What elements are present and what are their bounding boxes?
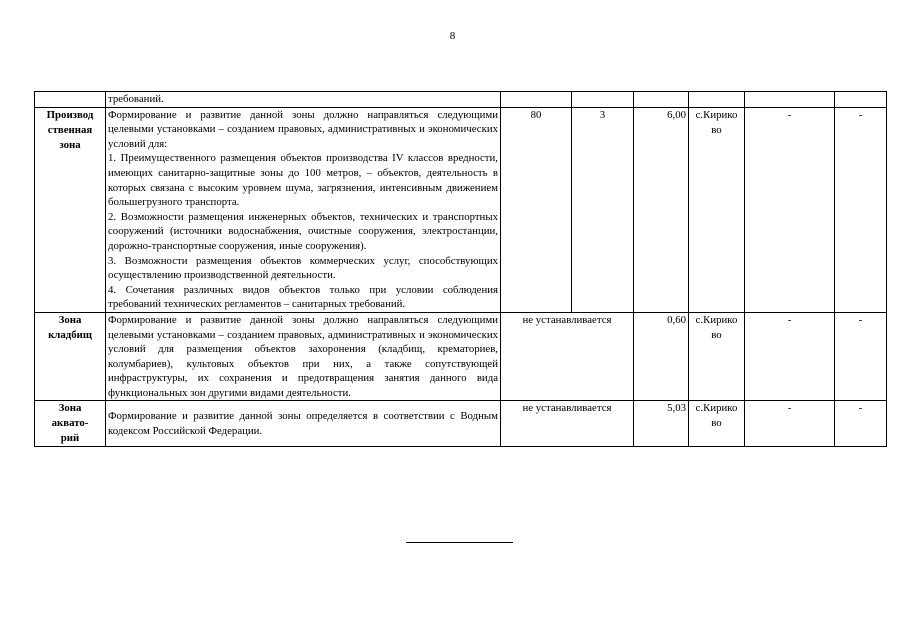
table-row-water-zone: [35, 401, 887, 447]
zone-cell-empty: [35, 92, 106, 108]
value-cell-f: -: [835, 107, 887, 312]
zone-name-cell: [35, 312, 106, 401]
zone-name-cell: [35, 107, 106, 312]
location-cell: [689, 107, 745, 312]
location-line: с.Кирико: [695, 402, 738, 415]
zone-name-line: рий: [60, 432, 80, 445]
value-cell-a: 80: [501, 107, 572, 312]
value-cell-e: -: [745, 401, 835, 447]
table-row-continuation: [35, 92, 887, 108]
description-paragraph: 2. Возможности размещения инженерных объектов, технических и транспортных сооружений (источники водоснабжения, очистные сооружения, электростанции, дорожно-транспортные сооружения, иные сооружения).: [108, 210, 498, 252]
location-line: во: [711, 123, 722, 136]
description-paragraph: Формирование и развитие данной зоны должно направляться следующими целевыми установками – созданием правовых, административных и экономических условий для размещения объектов захоронения (кладбищ, крематориев, колумбариев), культовых объектов при них, а также сопутствующей инфраструктуры, их сохранения и предотвращения занятия данного вида функциональных зон другими видами деятельности.: [108, 313, 498, 399]
description-paragraph: Формирование и развитие данной зоны должно направляться следующими целевыми установками – созданием правовых, административных и экономических условий для:: [108, 108, 498, 150]
zones-table: [34, 91, 887, 447]
footnote-separator-line: [406, 542, 513, 543]
description-paragraph: Формирование и развитие данной зоны определяется в соответствии с Водным кодексом Российской Федерации.: [108, 410, 498, 437]
description-paragraph: 4. Сочетания различных видов объектов только при условии соблюдения требований технических регламентов – санитарных требований.: [108, 283, 498, 311]
zone-description-cell: [106, 107, 501, 312]
empty-cell: [745, 92, 835, 108]
location-cell: [689, 312, 745, 401]
location-line: с.Кирико: [695, 108, 738, 121]
empty-cell: [572, 92, 634, 108]
value-cell-f: -: [835, 312, 887, 401]
empty-cell: [689, 92, 745, 108]
location-line: во: [711, 328, 722, 341]
zone-description-cell: [106, 401, 501, 447]
table-row-cemetery-zone: [35, 312, 887, 401]
location-cell: [689, 401, 745, 447]
location-line: во: [711, 417, 722, 430]
zone-name-cell: [35, 401, 106, 447]
empty-cell: [634, 92, 689, 108]
empty-cell: [501, 92, 572, 108]
zone-name-line: Зона: [58, 313, 82, 326]
location-line: с.Кирико: [695, 313, 738, 326]
area-cell: 6,00: [634, 107, 689, 312]
value-cell-e: -: [745, 312, 835, 401]
value-cell-e: -: [745, 107, 835, 312]
value-cell-f: -: [835, 401, 887, 447]
empty-cell: [835, 92, 887, 108]
zone-name-line: кладбищ: [48, 328, 92, 341]
value-cell-ab: не устанавливается: [501, 401, 634, 447]
zone-description-cell: [106, 312, 501, 401]
page-number: 8: [449, 30, 456, 42]
zone-name-line: аквато-: [51, 417, 89, 430]
value-cell-b: 3: [572, 107, 634, 312]
table-row-production-zone: [35, 107, 887, 312]
description-paragraph: 1. Преимущественного размещения объектов производства IV классов вредности, имеющих санитарно-защитные зоны до 100 метров, – объектов, деятельность в которых связана с высоким уровнем шума, загрязнения, интенсивным движением большегрузного транспорта.: [108, 152, 498, 209]
area-cell: 5,03: [634, 401, 689, 447]
value-cell-ab: не устанавливается: [501, 312, 634, 401]
zone-name-line: ственная: [47, 123, 93, 136]
description-paragraph: 3. Возможности размещения объектов коммерческих услуг, способствующих осуществлению производственной деятельности.: [108, 254, 498, 282]
continuation-text: требований.: [106, 92, 501, 108]
zone-name-line: Производ: [46, 108, 94, 121]
area-cell: 0,60: [634, 312, 689, 401]
zone-name-line: зона: [59, 138, 81, 151]
zone-name-line: Зона: [58, 402, 82, 415]
